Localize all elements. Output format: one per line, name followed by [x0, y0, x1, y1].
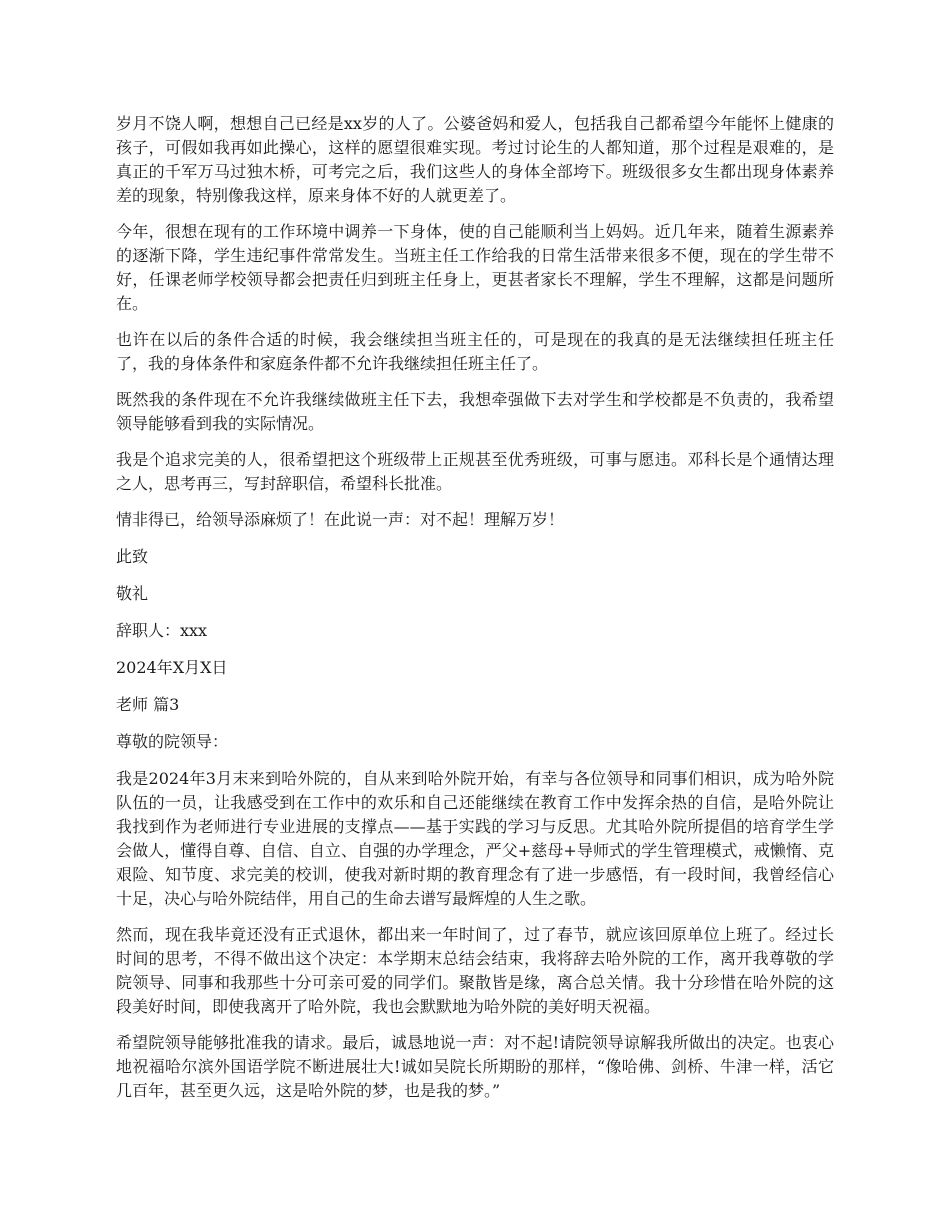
paragraph-9: 希望院领导能够批准我的请求。最后，诚恳地说一声：对不起!请院领导谅解我所做出的决定。也衷心地祝福哈尔滨外国语学院不断进展壮大!诚如吴院长所期盼的那样，“像哈佛、剑桥、牛津一样，活它几百年，甚至更久远，这是哈外院的梦，也是我的梦。” [116, 1033, 834, 1100]
greeting-line: 尊敬的院领导： [116, 732, 229, 751]
paragraph-3: 也许在以后的条件合适的时候，我会继续担当班主任的，可是现在的我真的是无法继续担任班主任了，我的身体条件和家庭条件都不允许我继续担任班主任了。 [116, 330, 834, 373]
signer-line: 辞职人：xxx [116, 621, 208, 640]
paragraph-4: 既然我的条件现在不允许我继续做班主任下去，我想牵强做下去对学生和学校都是不负责的，我希望领导能够看到我的实际情况。 [116, 390, 834, 433]
paragraph-5: 我是个追求完美的人，很希望把这个班级带上正规甚至优秀班级，可事与愿违。邓科长是个通情达理之人，思考再三，写封辞职信，希望科长批准。 [116, 450, 834, 493]
paragraph-6: 情非得已，给领导添麻烦了！在此说一声：对不起！理解万岁！ [116, 510, 565, 529]
section-title: 老师 篇3 [116, 695, 180, 714]
paragraph-8: 然而，现在我毕竟还没有正式退休，都出来一年时间了，过了春节，就应该回原单位上班了。经过长时间的思考，不得不做出这个决定：本学期末总结会结束，我将辞去哈外院的工作，离开我尊敬的学院领导、同事和我那些十分可亲可爱的同学们。聚散皆是缘，离合总关情。我十分珍惜在哈外院的这段美好时间，即使我离开了哈外院，我也会默默地为哈外院的美好明天祝福。 [116, 925, 834, 1016]
salute-line: 敬礼 [116, 584, 149, 603]
closing-line: 此致 [116, 547, 149, 566]
date-line: 2024年X月X日 [116, 658, 228, 677]
paragraph-7: 我是2024年3月末来到哈外院的，自从来到哈外院开始，有幸与各位领导和同事们相识，成为哈外院队伍的一员，让我感受到在工作中的欢乐和自己还能继续在教育工作中发挥余热的自信，是哈外院让我找到作为老师进行专业进展的支撑点——基于实践的学习与反思。尤其哈外院所提倡的培育学生学会做人，懂得自尊、自信、自立、自强的办学理念，严父+慈母+导师式的学生管理模式，戒懒惰、克艰险、知节度、求完美的校训，使我对新时期的教育理念有了进一步感悟，有一段时间，我曾经信心十足，决心与哈外院结伴，用自己的生命去谱写最辉煌的人生之歌。 [116, 769, 834, 908]
paragraph-2: 今年，很想在现有的工作环境中调养一下身体，使的自己能顺利当上妈妈。近几年来，随着生源素养的逐渐下降，学生违纪事件常常发生。当班主任工作给我的日常生活带来很多不便，现在的学生带不好，任课老师学校领导都会把责任归到班主任身上，更甚者家长不理解，学生不理解，这都是问题所在。 [116, 222, 834, 313]
paragraph-1: 岁月不饶人啊，想想自己已经是xx岁的人了。公婆爸妈和爱人，包括我自己都希望今年能怀上健康的孩子，可假如我再如此操心，这样的愿望很难实现。考过讨论生的人都知道，那个过程是艰难的，是真正的千军万马过独木桥，可考完之后，我们这些人的身体全部垮下。班级很多女生都出现身体素养差的现象，特别像我这样，原来身体不好的人就更差了。 [116, 114, 834, 205]
